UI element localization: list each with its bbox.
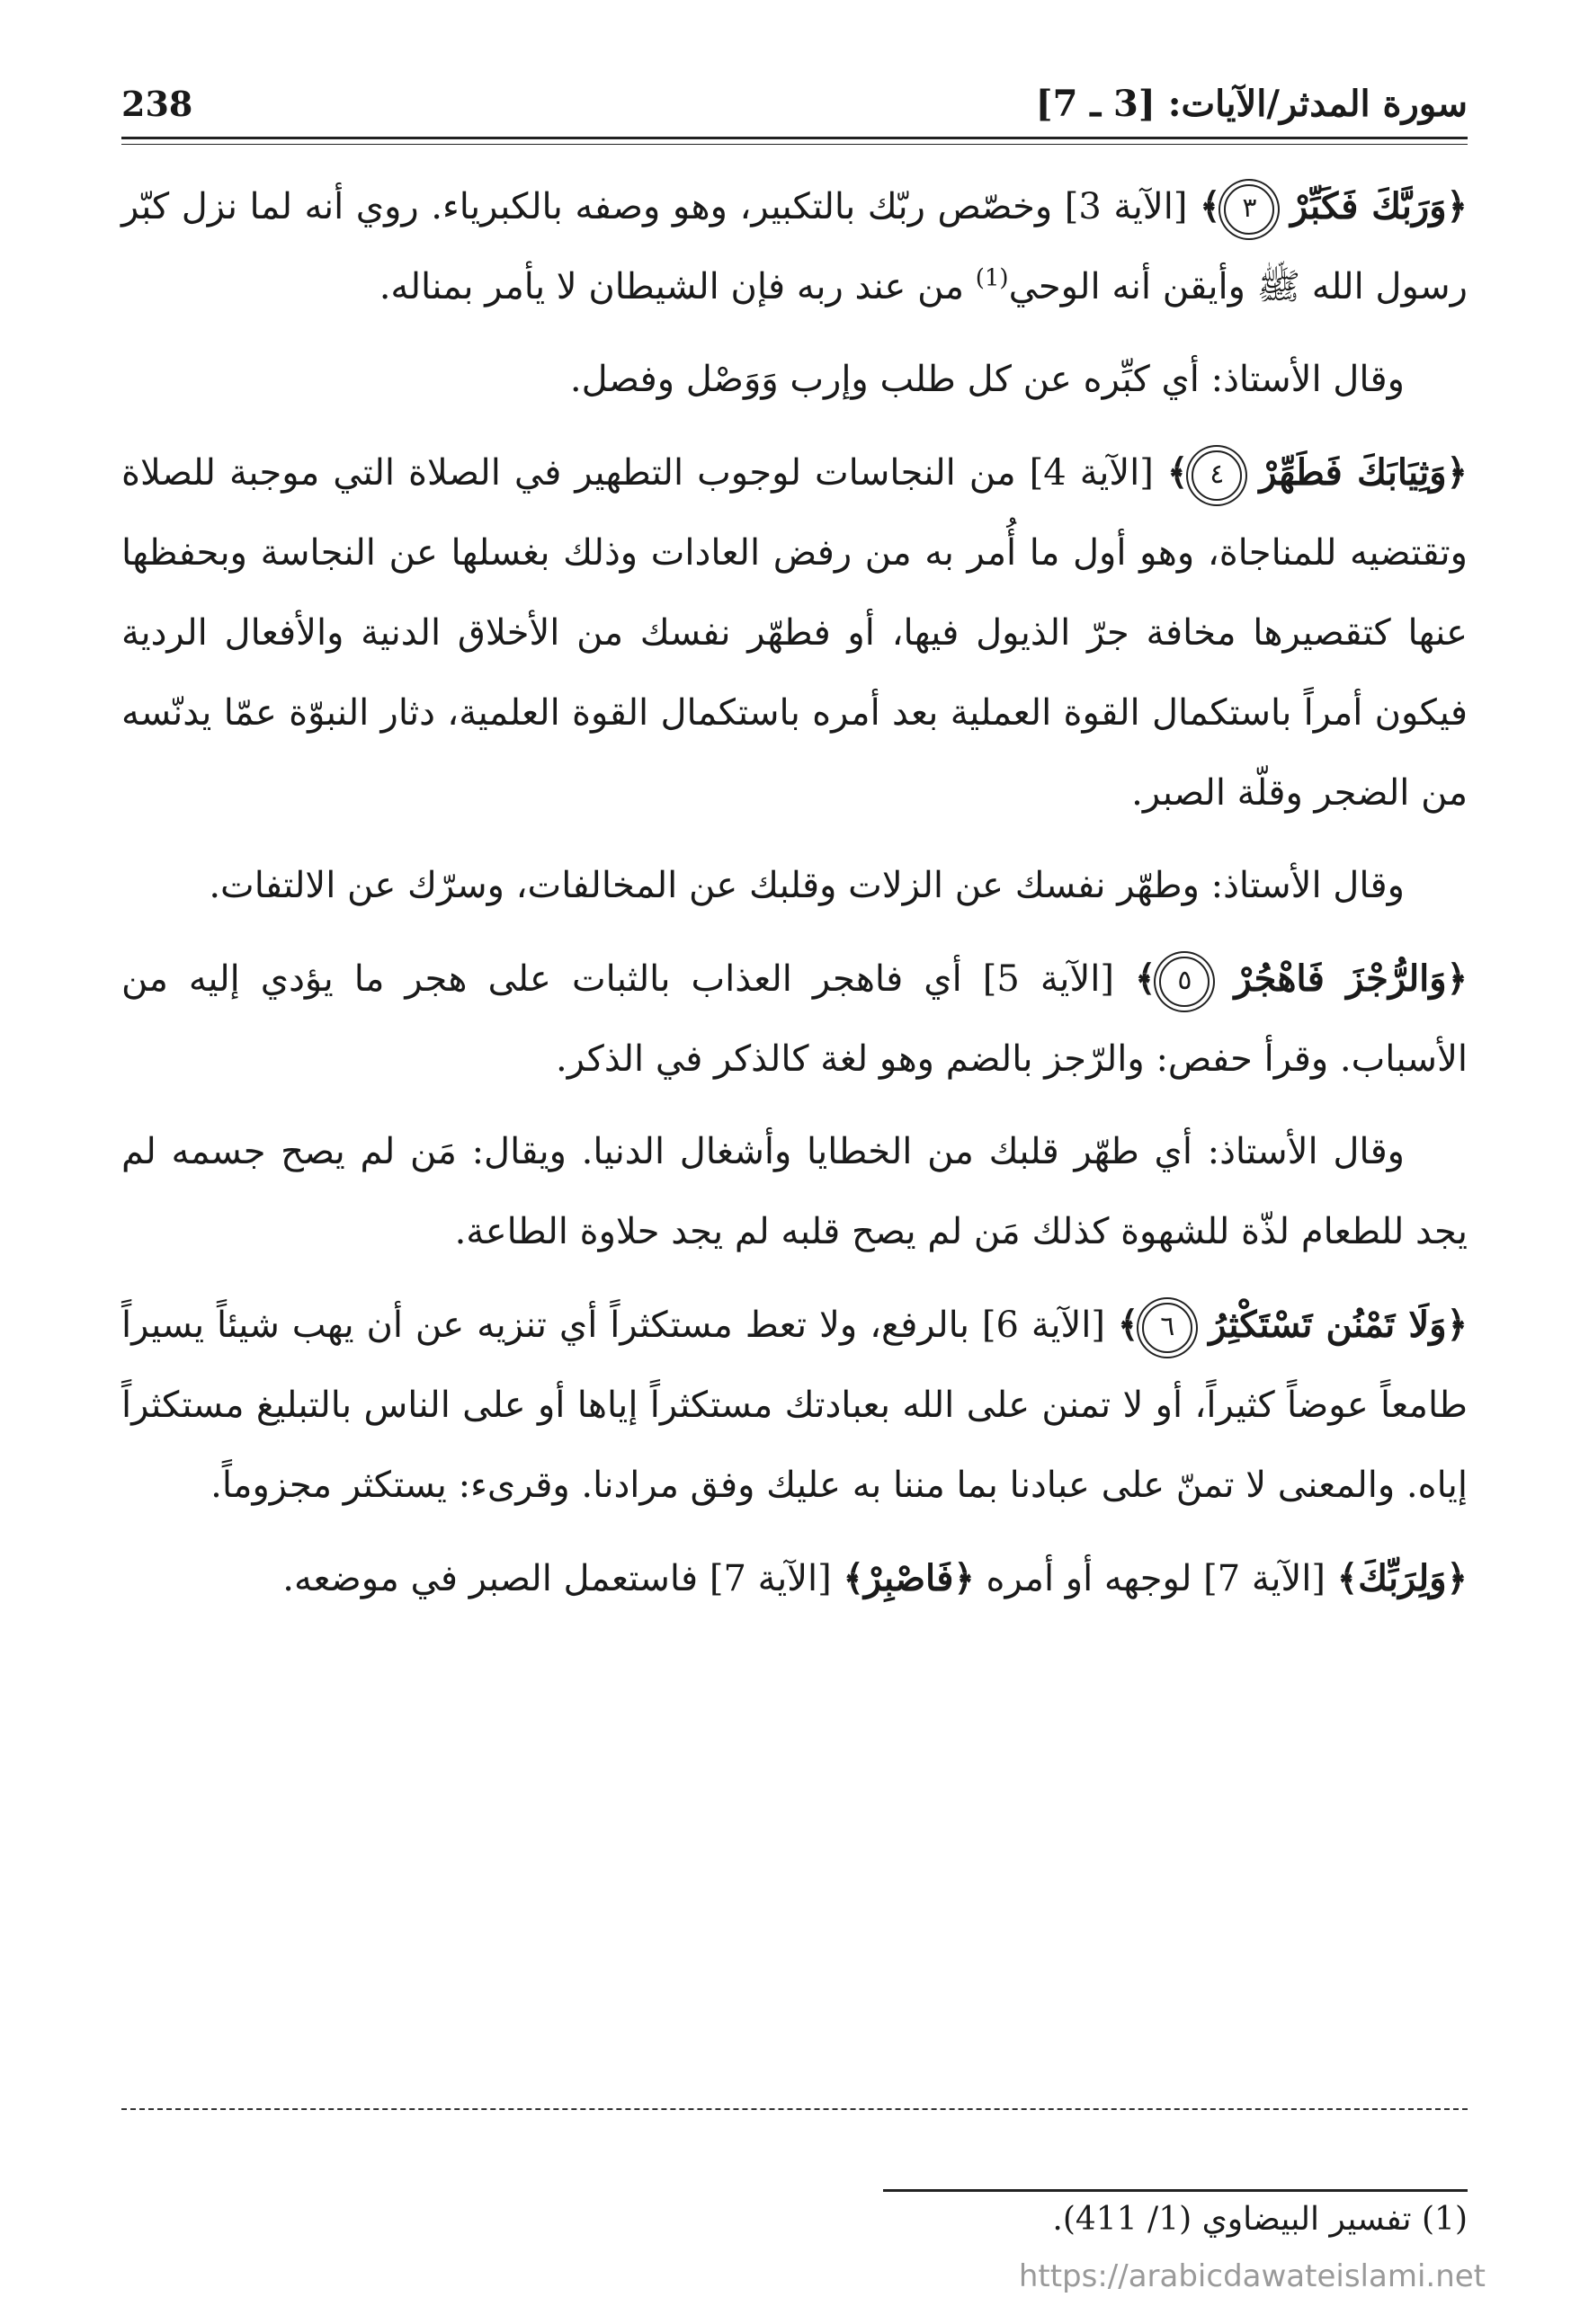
quran-quote: ﴿وَثِيَابَكَ فَطَهِّرْ	[1259, 451, 1468, 494]
paragraph-verse-7	[121, 1538, 1468, 1619]
verse-number-mark: ٣	[1224, 184, 1274, 235]
quran-close-bracket: ﴾	[1200, 185, 1221, 227]
paragraph-verse-6	[121, 1285, 1468, 1526]
commentary-text-continued: من عند ربه فإن الشيطان لا يأمر بمناله.	[379, 266, 976, 307]
header-rule-thick	[121, 137, 1468, 139]
quran-close-bracket: ﴾	[1135, 957, 1156, 1000]
commentary-text: [الآية 7] لوجهه أو أمره	[974, 1558, 1337, 1599]
header-rule-thin	[121, 144, 1468, 145]
paragraph-ustadh-2	[121, 846, 1468, 926]
commentary-text: [الآية 5] أي فاهجر العذاب بالثبات على هجر ما يؤدي إليه من الأسباب. وقرأ حفص: والرّجز بالضم وهو لغة كالذكر في الذكر.	[121, 958, 1468, 1080]
commentary-text-continued: [الآية 7] فاستعمل الصبر في موضعه.	[282, 1558, 844, 1599]
verse-number-mark: ٦	[1142, 1303, 1192, 1353]
commentary-text: وقال الأستاذ: أي كبِّره عن كل طلب وإرب وَوَصْل وفصل.	[569, 359, 1405, 400]
watermark-url: https://arabicdawateislami.net	[1018, 2258, 1486, 2294]
quran-close-bracket: ﴾	[1117, 1304, 1139, 1346]
quran-quote: ﴿وَلِرَبِّكَ﴾	[1336, 1557, 1468, 1599]
quran-close-bracket: ﴾	[1166, 451, 1189, 494]
page-number: 238	[121, 83, 193, 124]
commentary-text: [الآية 6] بالرفع، ولا تعط مستكثراً أي تنزيه عن أن يهب شيئاً يسيراً طامعاً عوضاً كثيراً، أو لا تمنن على الله بعبادتك مستكثراً إياها أو على الناس بالتبليغ مستكثراً إياه. والمعنى لا تمنّ على عبادنا بما مننا به عليك وفق مرادنا. وقرىء: يستكثر مجزوماً.	[121, 1304, 1468, 1506]
paragraph-ustadh-3	[121, 1112, 1468, 1272]
verse-number-mark: ٤	[1192, 450, 1242, 501]
paragraph-verse-5	[121, 939, 1468, 1100]
page-body	[121, 166, 1468, 1632]
running-title: سورة المدثر/الآيات: [3 ـ 7]	[1035, 82, 1468, 125]
quran-quote: ﴿وَرَبَّكَ فَكَبِّرْ	[1290, 185, 1468, 227]
footnote-reference: (1)	[975, 264, 1009, 292]
paragraph-verse-4	[121, 432, 1468, 833]
commentary-text: [الآية 4] من النجاسات لوجوب التطهير في الصلاة التي موجبة للصلاة وتقتضيه للمناجاة، وهو أول ما أُمر به من رفض العادات وذلك بغسلها عن النجاسة وبحفظها عنها كتقصيرها مخافة جرّ الذيول فيها، أو فطهّر نفسك من الأخلاق الدنية والأفعال الردية فيكون أمراً باستكمال القوة العملية بعد أمره باستكمال القوة العلمية، دثار النبوّة عمّا يدنّسه من الضجر وقلّة الصبر.	[121, 452, 1468, 814]
paragraph-verse-3	[121, 166, 1468, 327]
footnote: (1) تفسير البيضاوي (1/ 411).	[1052, 2201, 1468, 2238]
commentary-text: [الآية 3] وخصّص ربّك بالتكبير، وهو وصفه بالكبرياء. روي أنه لما نزل كبّر رسول الله ﷺ وأيقن أنه الوحي	[121, 186, 1468, 307]
body-end-dashed-rule	[121, 2108, 1468, 2110]
footnote-separator	[883, 2189, 1468, 2192]
verse-number-mark: ٥	[1159, 957, 1210, 1007]
commentary-text: وقال الأستاذ: وطهّر نفسك عن الزلات وقلبك عن المخالفات، وسرّك عن الالتفات.	[209, 865, 1405, 906]
quran-quote-2: ﴿فَاصْبِرْ﴾	[843, 1557, 975, 1599]
commentary-text: وقال الأستاذ: أي طهّر قلبك من الخطايا وأشغال الدنيا. ويقال: مَن لم يصح جسمه لم يجد للطعام لذّة للشهوة كذلك مَن لم يصح قلبه لم يجد حلاوة الطاعة.	[121, 1131, 1468, 1252]
quran-quote: ﴿وَلَا تَمْنُن تَسْتَكْثِرُ	[1209, 1304, 1468, 1346]
paragraph-ustadh-1	[121, 340, 1468, 420]
page-header	[121, 72, 1468, 135]
quran-quote: ﴿وَالرُّجْزَ فَاهْجُرْ	[1234, 957, 1468, 1000]
